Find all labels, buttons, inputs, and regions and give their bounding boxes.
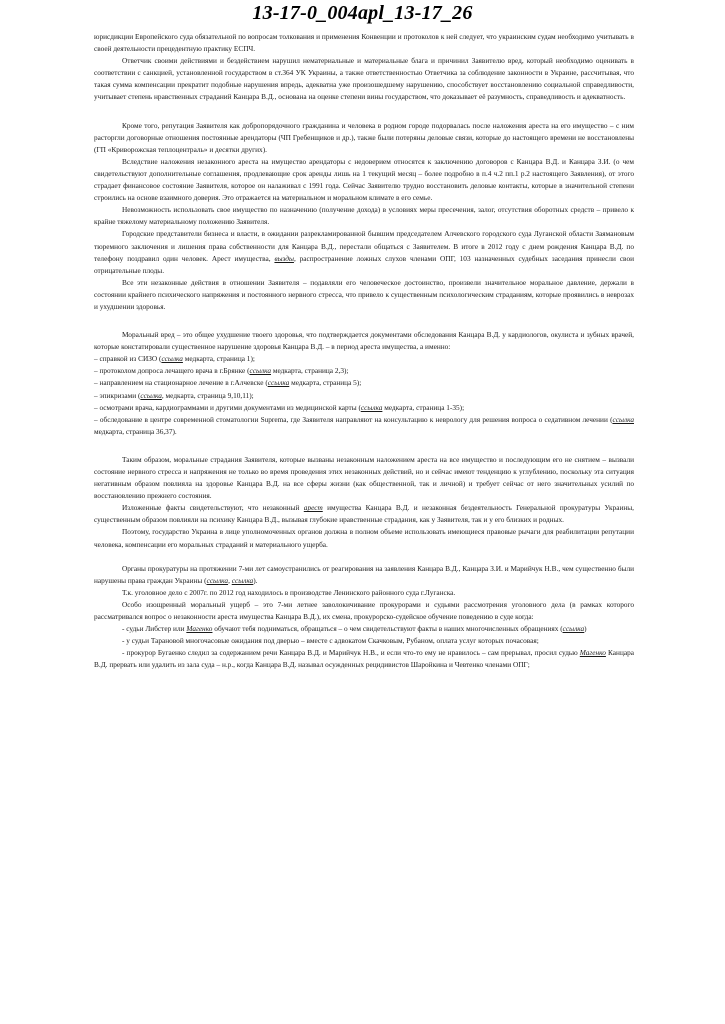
paragraph: Городские представители бизнеса и власти, в ожидании разрекламированной бывшим председателем Алчевского городского суда Луганской области Заямановым тюремного заключения и лишения права собственности для Канцара В.Д., перестали общаться с Заявителем. В итоге в 2012 году с днем рождения Канцара В.Д. по телефону поздравил один человек. Арест имущества, вызды, распространение ложных слухов членами ОПГ, 103 назначенных судебных заседания принесли свои отрицательные плоды.	[94, 229, 635, 275]
reference-link[interactable]: ссылка	[231, 575, 254, 585]
paragraph: Т.к. уголовное дело с 2007г. по 2012 год находилось в производстве Ленинского районного суда г.Луганска.	[122, 587, 456, 597]
list-item: – протоколом допроса лечащего врача в г.Брянке (ссылка медкарта, страница 2,3);	[94, 366, 349, 376]
paragraph: Невозможность использовать свое имущество по назначению (получение дохода) в условиях меры пресечения, залог, отсутствия оборотных средств – привело к крайне тяжелому материальному положению Заявителя.	[94, 205, 634, 227]
list-item: – обследование в центре современной стоматологии Suprema, где Заявителя направляют на консультацию к неврологу для решения вопроса о седативном лечении (ссылка медкарта, страница 36,37).	[94, 414, 634, 436]
document-header-title: 13-17-0_004apl_13-17_26	[252, 2, 473, 24]
reference-link[interactable]: Магенко	[579, 648, 606, 658]
list-item: – эпикризами (ссылка, медкарта, страница 9,10,11);	[94, 390, 254, 400]
paragraph: Органы прокуратуры на протяжении 7-ми лет самоустранились от реагирования на заявления Канцара В.Д., Канцара З.И. и Марийчук Н.В., чем существенно были нарушены права граждан Украины (ссылка, ссылка).	[94, 563, 634, 585]
reference-link[interactable]: ссылка	[161, 354, 183, 364]
reference-link[interactable]: ссылка	[140, 390, 162, 400]
paragraph: Моральный вред – это общее ухудшение твоего здоровья, что подтверждается документами обследования Канцара В.Д. у кардиологов, окулиста и зубных врачей, которые констатировали существенное нарушение здоровья Канцара В.Д. – в период ареста имущества, а именно:	[94, 330, 634, 352]
paragraph: Изложенные факты свидетельствуют, что незаконный арест имущества Канцара В.Д. и незаконная бездеятельность Генеральной прокуратуры Украины, существенным образом повлияли на психику Канцара В.Д., вызывая глубокие нравственные страдания, как у Заявителя, так и у его близких и родных.	[94, 503, 634, 525]
paragraph: Все эти незаконные действия в отношении Заявителя – подавляли его человеческое достоинство, произвели значительное моральное давление, держали в состоянии крайнего психического напряжения и постоянного нервного стресса, что привело к существенным психологическим страданиям, которые проявились в неврозах и ухудшении здоровья.	[94, 277, 634, 311]
reference-link[interactable]: вызды	[274, 253, 294, 263]
reference-link[interactable]: ссылка	[249, 366, 271, 376]
paragraph: - прокурор Бугаенко следил за содержанием речи Канцара В.Д. и Марийчук Н.В., и если что-то ему не нравилось – сам прерывал, просил судью Магенко Канцара В.Д. прервать или удалить из зала суда – н.р., когда Канцара В.Д. называл осужденных рецидивистов Шаройкина и Чевтенко членами ОПГ;	[94, 648, 634, 670]
paragraph: Таким образом, моральные страдания Заявителя, которые вызваны незаконным наложением ареста на все имущество и последующим его не снятием – вызвали состояние нервного стресса и напряжения не только во время проведения этих незаконных действий, но и сейчас имеют тенденцию к углублению, поскольку эта ситуация негативным образом повлияла на здоровье Канцара В.Д. на все сферы жизни (как общественной, так и личной) и требует сейчас от него значительных усилий по восстановлению прежнего состояния.	[94, 454, 634, 501]
paragraph: Вследствие наложения незаконного ареста на имущество арендаторы с недоверием относятся к заключению договоров с Канцара В.Д. и Канцара З.И. (о чем свидетельствуют дополнительные соглашения, продлевающие срок аренды лишь на 1 текущий месяц – более подробно в п.4 ч.2 пп.1 р.2 настоящего Заявления), от этого страдает финансовое состояние Заявителя, которое он налаживал с 1991 года. Сейчас Заявителю трудно восстановить деловые контакты, которые в значительной степени строились на основе взаимного доверия. Это отражается на материальном и моральном климате в его семье.	[94, 156, 634, 203]
reference-link[interactable]: ссылка	[612, 414, 634, 424]
reference-link[interactable]: ссылка	[267, 378, 290, 388]
list-item: – осмотрами врача, кардиограммами и другими документами из медицинской карты (ссылка медкарта, страница 1-35);	[94, 402, 465, 412]
list-item: – направлением на стационарное лечение в г.Алчевске (ссылка медкарта, страница 5);	[94, 378, 362, 388]
paragraph: Поэтому, государство Украина в лице уполномоченных органов должна в полном объеме использовать имеющиеся правовые рычаги для реабилитации репутации человека, компенсации его моральных страданий и материального ущерба.	[94, 527, 634, 549]
reference-link[interactable]: ссылка	[562, 624, 585, 634]
paragraph: Кроме того, репутация Заявителя как добропорядочного гражданина и человека в родном городе подорвалась после наложения ареста на его имущество – с ним расторгли договорные отношения постоянные арендаторы (ЧП Гребенщиков и др.), также были потеряны деловые связи, которые до настоящего времени не восстановлены (ГП «Криворожская теплоцентраль» и десятки других).	[94, 120, 634, 154]
reference-link[interactable]: ссылка	[206, 575, 229, 585]
paragraph: Особо изощренный моральный ущерб – это 7-ми летнее заволокичивание прокурорами и судьями рассмотрения уголовного дела (в рамках которого рассматривался вопрос о незаконности ареста имущества Канцара В.Д.), их смена, прокурорско-судейское обучение поведению в суде когда:	[94, 599, 634, 622]
paragraph: - у судьи Тарановой многочасовые ожидания под дверью – вместе с адвокатом Скачковым, Рубаном, оплата услуг которых почасовая;	[122, 636, 539, 646]
reference-link[interactable]: арест	[303, 503, 323, 513]
document-body	[94, 31, 634, 672]
reference-link[interactable]: ссылка	[360, 402, 383, 412]
list-item: – справкой из СИЗО (ссылка медкарта, страница 1);	[94, 354, 255, 364]
paragraph: Ответчик своими действиями и бездействием нарушил нематериальные и материальные блага и причинил Заявителю вред, который необходимо оценивать в соответствии с санкцией, установленной государством в ст.364 УК Украины, а также ответственностью Ответчика за соблюдение законности в Украине, рассчитывая, что такая сумма компенсации прекратит подобные нарушения впредь, адекватна уже произошедшему нарушению, способствует восстановлению социальной справедливости, учитывает степень нравственных страданий Канцара В.Д., основана на оценке степени вины государством, что доказывает её разумность, справедливость и адекватность.	[94, 56, 634, 102]
paragraph: юрисдикции Европейского суда обязательной по вопросам толкования и применения Конвенции и протоколов к ней следует, что украинским судам необходимо учитывать в своей деятельности прецедентную практику ЕСПЧ.	[94, 32, 634, 54]
paragraph: - судьи Либстер или Магенко обучают тебя подниматься, обращаться – о чем свидетельствуют факты в наших многочисленных обращениях (ссылка)	[122, 624, 587, 634]
reference-link[interactable]: Магенко	[186, 624, 213, 634]
